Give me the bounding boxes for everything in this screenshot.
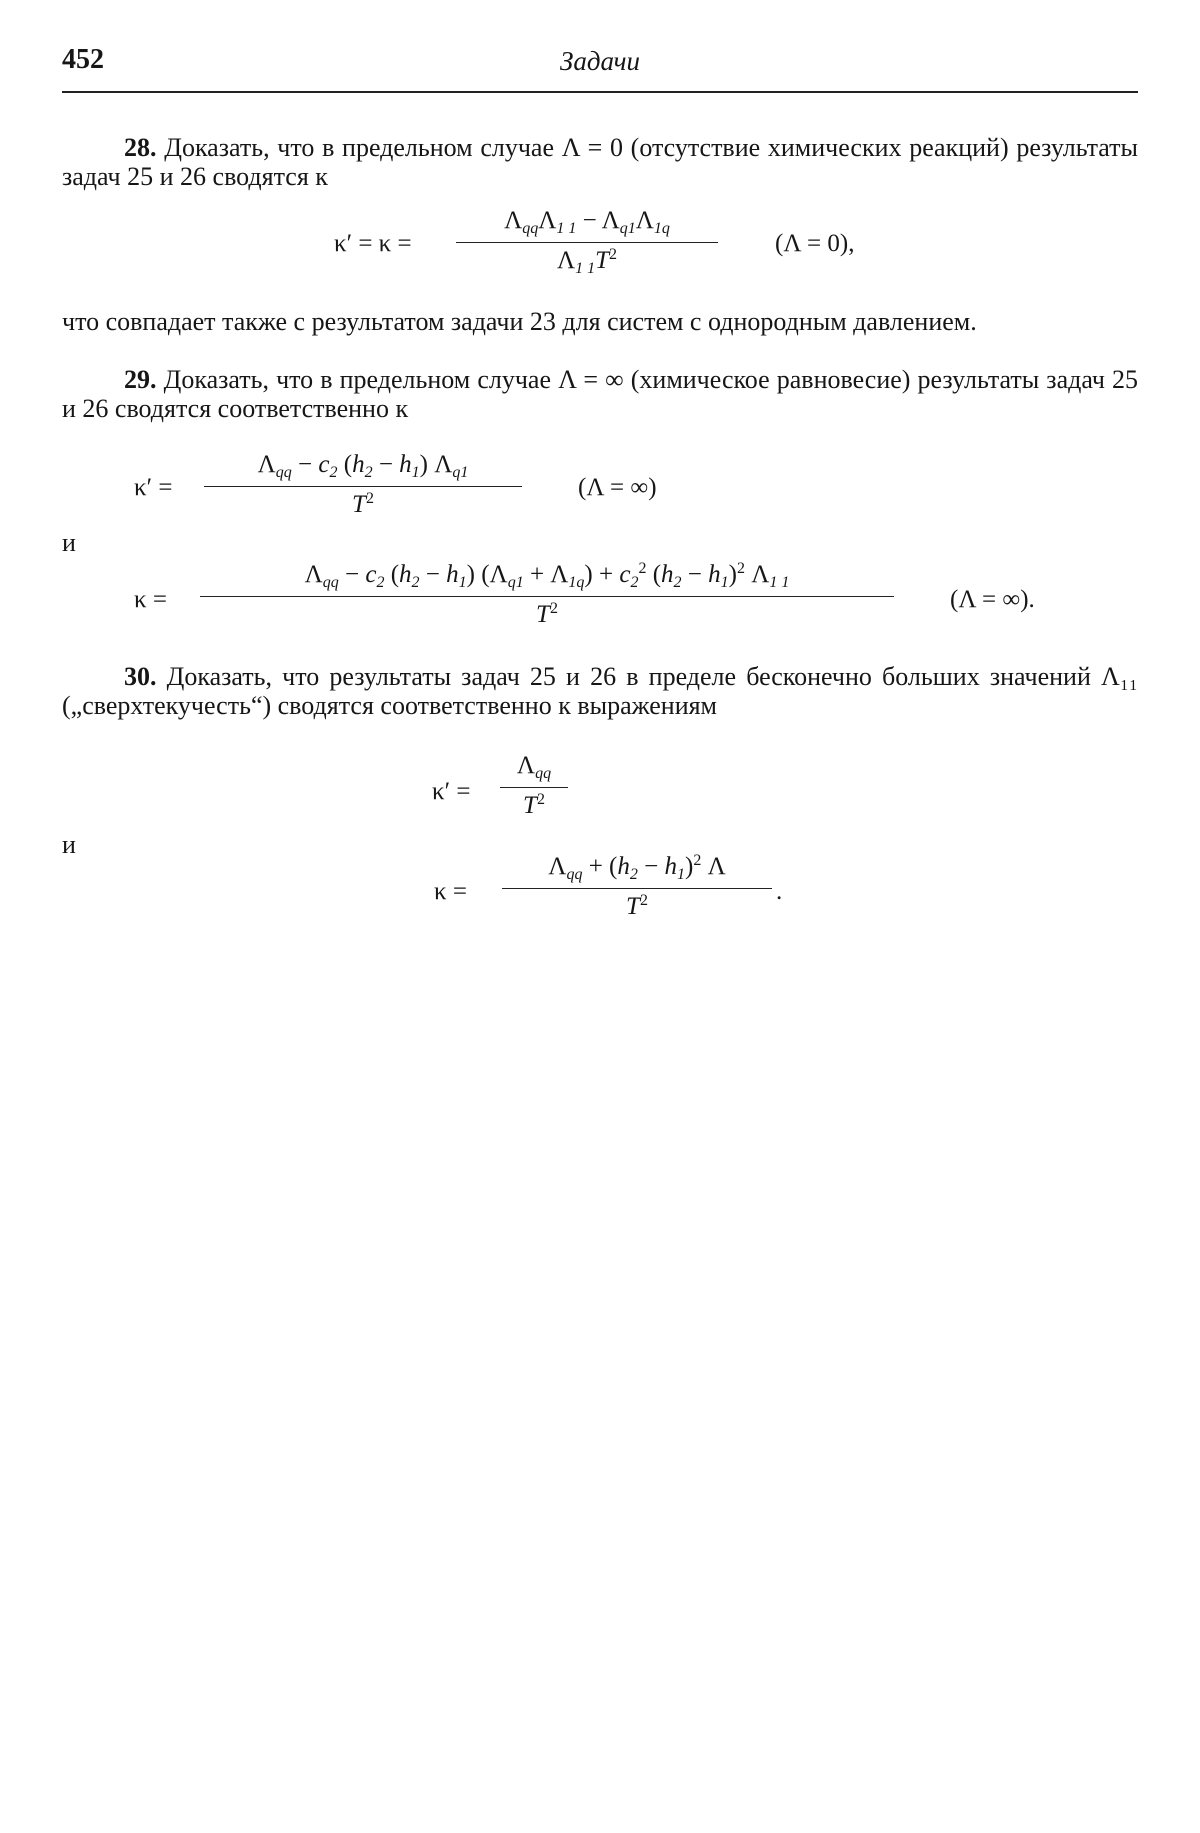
conjunction-30: и (62, 830, 76, 859)
equation-28-fraction (456, 207, 718, 278)
equation-29-1-condition: (Λ = ∞) (578, 474, 657, 501)
fraction-bar (500, 787, 568, 788)
problem-28-statement: Доказать, что в предельном случае Λ = 0 (отсутствие химических реакций) результаты задач 25 и 26 сводятся к (62, 133, 1138, 191)
header-rule (62, 91, 1138, 93)
equation-30-1-denominator: $T^2$ (523, 791, 545, 819)
problem-30-text (62, 662, 1138, 720)
fraction-bar (200, 596, 894, 597)
page-number: 452 (62, 44, 104, 75)
equation-29-1-lhs: κ′ = (134, 474, 173, 501)
problem-28-number: 28. (124, 133, 157, 162)
equation-28 (0, 203, 1200, 283)
equation-28-lhs: κ′ = κ = (334, 230, 412, 257)
fraction-bar (456, 242, 718, 243)
problem-29-statement: Доказать, что в предельном случае Λ = ∞ (химическое равновесие) результаты задач 25 и 26 сводятся соответственно к (62, 365, 1139, 423)
equation-28-condition: (Λ = 0), (775, 230, 855, 257)
equation-30-1-lhs: κ′ = (432, 778, 471, 805)
fraction-bar (502, 888, 772, 889)
running-title: Задачи (559, 46, 641, 76)
problem-29-number: 29. (124, 365, 157, 394)
problem-30-statement: Доказать, что результаты задач 25 и 26 в пределе бесконечно больших значений Λ₁₁ („сверхтекучесть“) сводятся соответственно к выражениям (62, 662, 1138, 720)
conjunction-29: и (62, 528, 76, 557)
equation-30-2-numerator: $\Lambda_{qq} + (h_2 - h_1)^2$ Λ (548, 852, 726, 883)
fraction-bar (204, 486, 522, 487)
equation-30-1-numerator: $\Lambda_{qq}$ (516, 752, 552, 782)
equation-29-2-lhs: κ = (134, 586, 167, 613)
equation-28-numerator: $\Lambda_{qq}\Lambda_{1 1} - \Lambda_{q1}\Lambda_{1q}$ (504, 207, 670, 237)
equation-29-1-numerator: $\Lambda_{qq} - c_2$ $(h_2 - h_1)$ $\Lambda_{q1}$ (257, 451, 469, 481)
problem-28-conclusion: что совпадает также с результатом задачи 23 для систем с однородным давлением. (62, 307, 977, 336)
equation-29-1 (0, 447, 1200, 527)
equation-29-1-denominator: $T^2$ (352, 490, 374, 518)
equation-29-2-numerator: $\Lambda_{qq} - c_2$ $(h_2 - h_1) (\Lambda_{q1} + \Lambda_{1q}) + c_2^2$ $(h_2 - h_1)^2$ $\Lambda_{1 1}$ (304, 560, 790, 591)
equation-30-2-denominator: $T^2$ (626, 892, 648, 920)
problem-30-number: 30. (124, 662, 157, 691)
problem-29-text (62, 365, 1138, 423)
equation-29-1-fraction (204, 451, 522, 519)
equation-29-2-fraction (200, 560, 894, 629)
equation-29-2-condition: (Λ = ∞). (950, 586, 1035, 613)
equation-30-2-fraction (502, 852, 772, 921)
problem-28-text (62, 133, 1138, 191)
equation-30-2-lhs: κ = (434, 878, 467, 905)
equation-28-denominator: $\Lambda_{1 1}T^2$ (556, 246, 618, 277)
equation-30-2 (0, 848, 1200, 928)
equation-30-2-end: . (776, 878, 783, 905)
equation-29-2-denominator: $T^2$ (536, 600, 558, 628)
equation-30-1 (0, 748, 1200, 828)
equation-30-1-fraction (500, 752, 568, 820)
equation-29-2 (0, 556, 1200, 636)
